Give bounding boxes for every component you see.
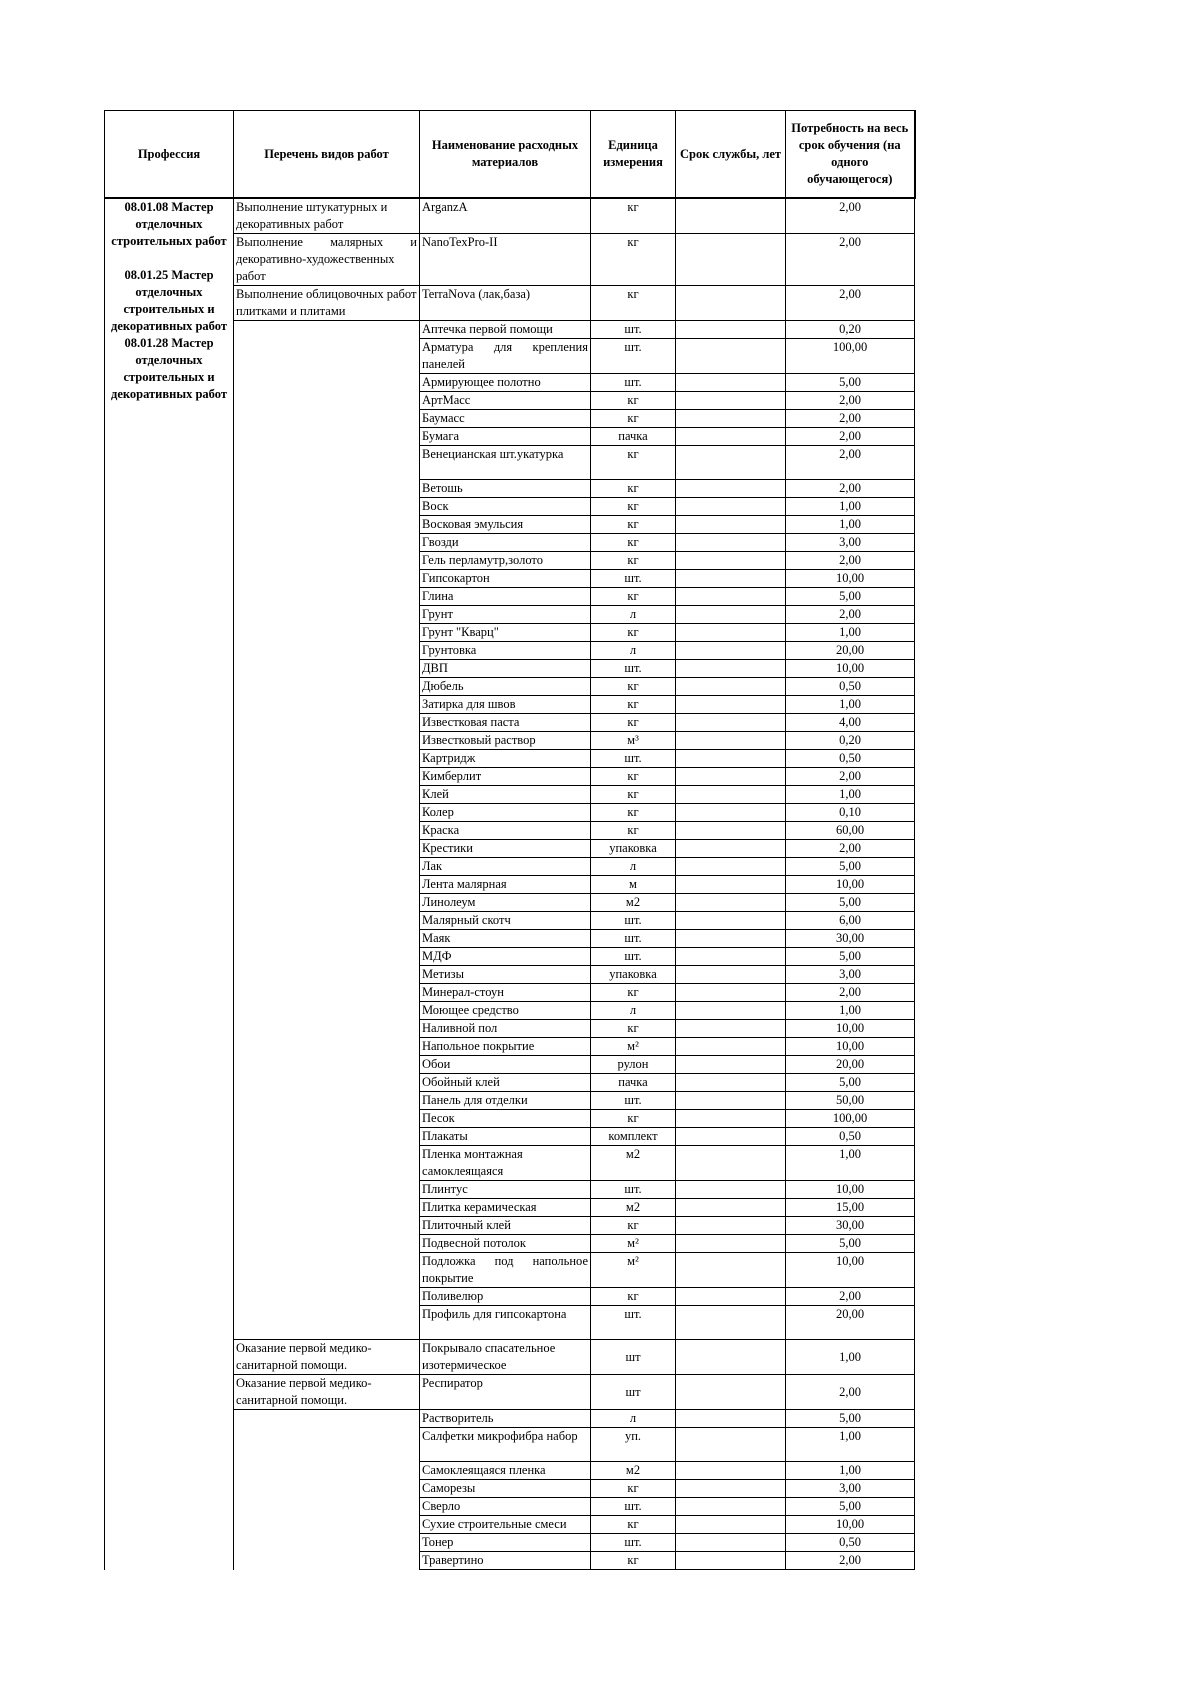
unit-cell: кг xyxy=(591,624,676,642)
service-life-cell xyxy=(676,840,786,858)
material-name-cell: Растворитель xyxy=(420,1410,591,1428)
service-life-cell xyxy=(676,858,786,876)
material-name-cell: Обойный клей xyxy=(420,1074,591,1092)
service-life-cell xyxy=(676,804,786,822)
unit-cell: м2 xyxy=(591,1462,676,1480)
material-name-cell: Гипсокартон xyxy=(420,570,591,588)
quantity-cell: 30,00 xyxy=(786,1217,915,1235)
unit-cell: кг xyxy=(591,1480,676,1498)
unit-cell: шт xyxy=(591,1340,676,1375)
unit-cell: шт. xyxy=(591,1498,676,1516)
service-life-cell xyxy=(676,768,786,786)
unit-cell: кг xyxy=(591,534,676,552)
quantity-cell: 5,00 xyxy=(786,894,915,912)
material-name-cell: Саморезы xyxy=(420,1480,591,1498)
quantity-cell: 5,00 xyxy=(786,858,915,876)
service-life-cell xyxy=(676,1146,786,1181)
service-life-cell xyxy=(676,428,786,446)
quantity-cell: 1,00 xyxy=(786,1340,915,1375)
materials-document xyxy=(104,110,916,1570)
unit-cell: кг xyxy=(591,1552,676,1570)
work-type-cell: Оказание первой медико-санитарной помощи. xyxy=(234,1375,420,1410)
material-name-cell: Поливелюр xyxy=(420,1288,591,1306)
material-name-cell: Подложка под напольное покрытие xyxy=(420,1253,591,1288)
quantity-cell: 1,00 xyxy=(786,1462,915,1480)
service-life-cell xyxy=(676,516,786,534)
quantity-cell: 0,50 xyxy=(786,1534,915,1552)
quantity-cell: 15,00 xyxy=(786,1199,915,1217)
service-life-cell xyxy=(676,876,786,894)
service-life-cell xyxy=(676,1375,786,1410)
material-name-cell: Аптечка первой помощи xyxy=(420,321,591,339)
unit-cell: м2 xyxy=(591,1146,676,1181)
unit-cell: комплект xyxy=(591,1128,676,1146)
unit-cell: м² xyxy=(591,1253,676,1288)
material-name-cell: Наливной пол xyxy=(420,1020,591,1038)
service-life-cell xyxy=(676,588,786,606)
service-life-cell xyxy=(676,339,786,374)
unit-cell: кг xyxy=(591,286,676,321)
unit-cell: кг xyxy=(591,1110,676,1128)
material-name-cell: Глина xyxy=(420,588,591,606)
quantity-cell: 50,00 xyxy=(786,1092,915,1110)
quantity-cell: 0,50 xyxy=(786,678,915,696)
material-name-cell: Грунтовка xyxy=(420,642,591,660)
quantity-cell: 2,00 xyxy=(786,1375,915,1410)
unit-cell: уп. xyxy=(591,1428,676,1462)
service-life-cell xyxy=(676,1074,786,1092)
service-life-cell xyxy=(676,912,786,930)
service-life-cell xyxy=(676,1235,786,1253)
quantity-cell: 3,00 xyxy=(786,1480,915,1498)
quantity-cell: 5,00 xyxy=(786,1074,915,1092)
material-name-cell: Грунт xyxy=(420,606,591,624)
unit-cell: шт. xyxy=(591,930,676,948)
quantity-cell: 0,20 xyxy=(786,732,915,750)
service-life-cell xyxy=(676,894,786,912)
material-name-cell: Гвозди xyxy=(420,534,591,552)
service-life-cell xyxy=(676,1410,786,1428)
unit-cell: кг xyxy=(591,678,676,696)
header-unit: Единица измерения xyxy=(591,111,676,199)
service-life-cell xyxy=(676,678,786,696)
unit-cell: м xyxy=(591,876,676,894)
service-life-cell xyxy=(676,1181,786,1199)
material-name-cell: ДВП xyxy=(420,660,591,678)
service-life-cell xyxy=(676,930,786,948)
unit-cell: кг xyxy=(591,1288,676,1306)
material-name-cell: Лента малярная xyxy=(420,876,591,894)
unit-cell: л xyxy=(591,642,676,660)
unit-cell: м2 xyxy=(591,1199,676,1217)
unit-cell: л xyxy=(591,858,676,876)
quantity-cell: 5,00 xyxy=(786,948,915,966)
material-name-cell: Плиточный клей xyxy=(420,1217,591,1235)
unit-cell: шт. xyxy=(591,321,676,339)
unit-cell: шт. xyxy=(591,1306,676,1340)
quantity-cell: 2,00 xyxy=(786,286,915,321)
quantity-cell: 2,00 xyxy=(786,552,915,570)
material-name-cell: Известковый раствор xyxy=(420,732,591,750)
quantity-cell: 10,00 xyxy=(786,660,915,678)
service-life-cell xyxy=(676,732,786,750)
profession-entry: 08.01.08 Мастер отделочных строительных работ xyxy=(111,200,227,248)
unit-cell: шт xyxy=(591,1375,676,1410)
service-life-cell xyxy=(676,410,786,428)
unit-cell: шт. xyxy=(591,660,676,678)
quantity-cell: 5,00 xyxy=(786,1410,915,1428)
quantity-cell: 100,00 xyxy=(786,1110,915,1128)
material-name-cell: Грунт "Кварц" xyxy=(420,624,591,642)
unit-cell: кг xyxy=(591,392,676,410)
unit-cell: м² xyxy=(591,1235,676,1253)
unit-cell: шт. xyxy=(591,570,676,588)
service-life-cell xyxy=(676,1340,786,1375)
material-name-cell: МДФ xyxy=(420,948,591,966)
material-name-cell: Колер xyxy=(420,804,591,822)
service-life-cell xyxy=(676,1020,786,1038)
unit-cell: л xyxy=(591,1410,676,1428)
material-name-cell: Салфетки микрофибра набор xyxy=(420,1428,591,1462)
service-life-cell xyxy=(676,1498,786,1516)
quantity-cell: 2,00 xyxy=(786,234,915,286)
material-name-cell: Гель перламутр,золото xyxy=(420,552,591,570)
service-life-cell xyxy=(676,948,786,966)
service-life-cell xyxy=(676,1534,786,1552)
quantity-cell: 1,00 xyxy=(786,624,915,642)
unit-cell: шт. xyxy=(591,1181,676,1199)
unit-cell: кг xyxy=(591,552,676,570)
quantity-cell: 5,00 xyxy=(786,588,915,606)
material-name-cell: Баумасс xyxy=(420,410,591,428)
quantity-cell: 20,00 xyxy=(786,1306,915,1340)
quantity-cell: 20,00 xyxy=(786,642,915,660)
quantity-cell: 60,00 xyxy=(786,822,915,840)
work-type-cell: Выполнение штукатурных и декоративных работ xyxy=(234,198,420,234)
quantity-cell: 0,50 xyxy=(786,1128,915,1146)
quantity-cell: 1,00 xyxy=(786,696,915,714)
service-life-cell xyxy=(676,1480,786,1498)
quantity-cell: 3,00 xyxy=(786,966,915,984)
material-name-cell: Панель для отделки xyxy=(420,1092,591,1110)
header-material-name: Наименование расходных материалов xyxy=(420,111,591,199)
service-life-cell xyxy=(676,966,786,984)
service-life-cell xyxy=(676,1128,786,1146)
service-life-cell xyxy=(676,1516,786,1534)
quantity-cell: 10,00 xyxy=(786,1181,915,1199)
quantity-cell: 10,00 xyxy=(786,570,915,588)
service-life-cell xyxy=(676,822,786,840)
service-life-cell xyxy=(676,1253,786,1288)
quantity-cell: 0,10 xyxy=(786,804,915,822)
service-life-cell xyxy=(676,786,786,804)
unit-cell: м³ xyxy=(591,732,676,750)
material-name-cell: Сухие строительные смеси xyxy=(420,1516,591,1534)
quantity-cell: 3,00 xyxy=(786,534,915,552)
unit-cell: пачка xyxy=(591,428,676,446)
quantity-cell: 10,00 xyxy=(786,1253,915,1288)
service-life-cell xyxy=(676,392,786,410)
table-body xyxy=(105,198,915,1570)
quantity-cell: 0,20 xyxy=(786,321,915,339)
profession-cell xyxy=(105,198,234,1570)
service-life-cell xyxy=(676,1306,786,1340)
quantity-cell: 0,50 xyxy=(786,750,915,768)
quantity-cell: 2,00 xyxy=(786,984,915,1002)
unit-cell: кг xyxy=(591,410,676,428)
quantity-cell: 5,00 xyxy=(786,1498,915,1516)
quantity-cell: 1,00 xyxy=(786,498,915,516)
material-name-cell: Обои xyxy=(420,1056,591,1074)
unit-cell: шт. xyxy=(591,912,676,930)
quantity-cell: 20,00 xyxy=(786,1056,915,1074)
service-life-cell xyxy=(676,552,786,570)
unit-cell: кг xyxy=(591,198,676,234)
material-name-cell: Профиль для гипсокартона xyxy=(420,1306,591,1340)
quantity-cell: 1,00 xyxy=(786,516,915,534)
material-name-cell: Респиратор xyxy=(420,1375,591,1410)
service-life-cell xyxy=(676,1002,786,1020)
material-name-cell: Восковая эмульсия xyxy=(420,516,591,534)
material-name-cell: Самоклеящаяся пленка xyxy=(420,1462,591,1480)
service-life-cell xyxy=(676,1288,786,1306)
quantity-cell: 1,00 xyxy=(786,1428,915,1462)
unit-cell: рулон xyxy=(591,1056,676,1074)
service-life-cell xyxy=(676,606,786,624)
service-life-cell xyxy=(676,750,786,768)
material-name-cell: Дюбель xyxy=(420,678,591,696)
quantity-cell: 2,00 xyxy=(786,840,915,858)
unit-cell: кг xyxy=(591,786,676,804)
unit-cell: м² xyxy=(591,1038,676,1056)
material-name-cell: Венецианская шт.укатурка xyxy=(420,446,591,480)
quantity-cell: 1,00 xyxy=(786,786,915,804)
service-life-cell xyxy=(676,498,786,516)
service-life-cell xyxy=(676,534,786,552)
service-life-cell xyxy=(676,1462,786,1480)
work-type-cell: Выполнение малярных и декоративно-художественных работ xyxy=(234,234,420,286)
unit-cell: шт. xyxy=(591,750,676,768)
unit-cell: кг xyxy=(591,804,676,822)
service-life-cell xyxy=(676,984,786,1002)
unit-cell: кг xyxy=(591,714,676,732)
quantity-cell: 10,00 xyxy=(786,1516,915,1534)
unit-cell: кг xyxy=(591,588,676,606)
material-name-cell: Ветошь xyxy=(420,480,591,498)
material-name-cell: Плакаты xyxy=(420,1128,591,1146)
material-name-cell: Моющее средство xyxy=(420,1002,591,1020)
work-type-cell: Оказание первой медико-санитарной помощи. xyxy=(234,1340,420,1375)
service-life-cell xyxy=(676,696,786,714)
service-life-cell xyxy=(676,714,786,732)
unit-cell: шт. xyxy=(591,948,676,966)
table-header-row xyxy=(105,111,915,199)
material-name-cell: Картридж xyxy=(420,750,591,768)
material-name-cell: Малярный скотч xyxy=(420,912,591,930)
service-life-cell xyxy=(676,1038,786,1056)
service-life-cell xyxy=(676,642,786,660)
service-life-cell xyxy=(676,480,786,498)
profession-entry: 08.01.28 Мастер отделочных строительных и декоративных работ xyxy=(111,336,227,401)
unit-cell: кг xyxy=(591,984,676,1002)
quantity-cell: 6,00 xyxy=(786,912,915,930)
unit-cell: кг xyxy=(591,768,676,786)
quantity-cell: 5,00 xyxy=(786,1235,915,1253)
material-name-cell: Сверло xyxy=(420,1498,591,1516)
quantity-cell: 1,00 xyxy=(786,1002,915,1020)
unit-cell: кг xyxy=(591,1217,676,1235)
header-requirement: Потребность на весь срок обучения (на одного обучающегося) xyxy=(786,111,915,199)
material-name-cell: Маяк xyxy=(420,930,591,948)
service-life-cell xyxy=(676,570,786,588)
unit-cell: пачка xyxy=(591,1074,676,1092)
material-name-cell: Плинтус xyxy=(420,1181,591,1199)
table-row xyxy=(105,198,915,234)
quantity-cell: 2,00 xyxy=(786,1552,915,1570)
service-life-cell xyxy=(676,286,786,321)
unit-cell: упаковка xyxy=(591,966,676,984)
material-name-cell: Тонер xyxy=(420,1534,591,1552)
material-name-cell: Покрывало спасательное изотермическое xyxy=(420,1340,591,1375)
material-name-cell: Бумага xyxy=(420,428,591,446)
service-life-cell xyxy=(676,1056,786,1074)
material-name-cell: Воск xyxy=(420,498,591,516)
service-life-cell xyxy=(676,660,786,678)
quantity-cell: 2,00 xyxy=(786,480,915,498)
material-name-cell: Метизы xyxy=(420,966,591,984)
profession-entry: 08.01.25 Мастер отделочных строительных и декоративных работ xyxy=(111,268,227,333)
unit-cell: кг xyxy=(591,498,676,516)
unit-cell: шт. xyxy=(591,339,676,374)
service-life-cell xyxy=(676,374,786,392)
unit-cell: кг xyxy=(591,696,676,714)
material-name-cell: Напольное покрытие xyxy=(420,1038,591,1056)
header-work-types: Перечень видов работ xyxy=(234,111,420,199)
quantity-cell: 2,00 xyxy=(786,392,915,410)
work-type-empty-cell xyxy=(234,321,420,1340)
material-name-cell: Линолеум xyxy=(420,894,591,912)
service-life-cell xyxy=(676,1092,786,1110)
material-name-cell: Клей xyxy=(420,786,591,804)
unit-cell: шт. xyxy=(591,1092,676,1110)
quantity-cell: 100,00 xyxy=(786,339,915,374)
material-name-cell: Травертино xyxy=(420,1552,591,1570)
material-name-cell: ArganzA xyxy=(420,198,591,234)
quantity-cell: 2,00 xyxy=(786,410,915,428)
material-name-cell: NanoTexPro-II xyxy=(420,234,591,286)
unit-cell: кг xyxy=(591,1516,676,1534)
material-name-cell: Песок xyxy=(420,1110,591,1128)
quantity-cell: 1,00 xyxy=(786,1146,915,1181)
unit-cell: л xyxy=(591,606,676,624)
material-name-cell: Армирующее полотно xyxy=(420,374,591,392)
quantity-cell: 4,00 xyxy=(786,714,915,732)
quantity-cell: 5,00 xyxy=(786,374,915,392)
material-name-cell: Лак xyxy=(420,858,591,876)
service-life-cell xyxy=(676,624,786,642)
quantity-cell: 2,00 xyxy=(786,768,915,786)
quantity-cell: 2,00 xyxy=(786,1288,915,1306)
service-life-cell xyxy=(676,321,786,339)
material-name-cell: Пленка монтажная самоклеящаяся xyxy=(420,1146,591,1181)
header-profession: Профессия xyxy=(105,111,234,199)
material-name-cell: Кимберлит xyxy=(420,768,591,786)
material-name-cell: Минерал-стоун xyxy=(420,984,591,1002)
work-type-cell: Выполнение облицовочных работ плитками и плитами xyxy=(234,286,420,321)
material-name-cell: Крестики xyxy=(420,840,591,858)
material-name-cell: Плитка керамическая xyxy=(420,1199,591,1217)
quantity-cell: 10,00 xyxy=(786,1038,915,1056)
service-life-cell xyxy=(676,234,786,286)
materials-table xyxy=(104,110,916,1570)
material-name-cell: Затирка для швов xyxy=(420,696,591,714)
quantity-cell: 10,00 xyxy=(786,1020,915,1038)
material-name-cell: TerraNova (лак,база) xyxy=(420,286,591,321)
unit-cell: л xyxy=(591,1002,676,1020)
quantity-cell: 2,00 xyxy=(786,428,915,446)
quantity-cell: 10,00 xyxy=(786,876,915,894)
unit-cell: кг xyxy=(591,516,676,534)
unit-cell: шт. xyxy=(591,374,676,392)
service-life-cell xyxy=(676,198,786,234)
material-name-cell: Известковая паста xyxy=(420,714,591,732)
unit-cell: кг xyxy=(591,446,676,480)
material-name-cell: Краска xyxy=(420,822,591,840)
quantity-cell: 2,00 xyxy=(786,446,915,480)
unit-cell: кг xyxy=(591,234,676,286)
service-life-cell xyxy=(676,1110,786,1128)
unit-cell: кг xyxy=(591,822,676,840)
material-name-cell: Подвесной потолок xyxy=(420,1235,591,1253)
header-service-life: Срок службы, лет xyxy=(676,111,786,199)
service-life-cell xyxy=(676,446,786,480)
service-life-cell xyxy=(676,1199,786,1217)
service-life-cell xyxy=(676,1217,786,1235)
quantity-cell: 30,00 xyxy=(786,930,915,948)
material-name-cell: Арматура для крепления панелей xyxy=(420,339,591,374)
work-type-empty-cell xyxy=(234,1410,420,1570)
unit-cell: кг xyxy=(591,480,676,498)
service-life-cell xyxy=(676,1552,786,1570)
unit-cell: м2 xyxy=(591,894,676,912)
unit-cell: упаковка xyxy=(591,840,676,858)
quantity-cell: 2,00 xyxy=(786,198,915,234)
quantity-cell: 2,00 xyxy=(786,606,915,624)
material-name-cell: АртМасс xyxy=(420,392,591,410)
service-life-cell xyxy=(676,1428,786,1462)
unit-cell: шт. xyxy=(591,1534,676,1552)
unit-cell: кг xyxy=(591,1020,676,1038)
